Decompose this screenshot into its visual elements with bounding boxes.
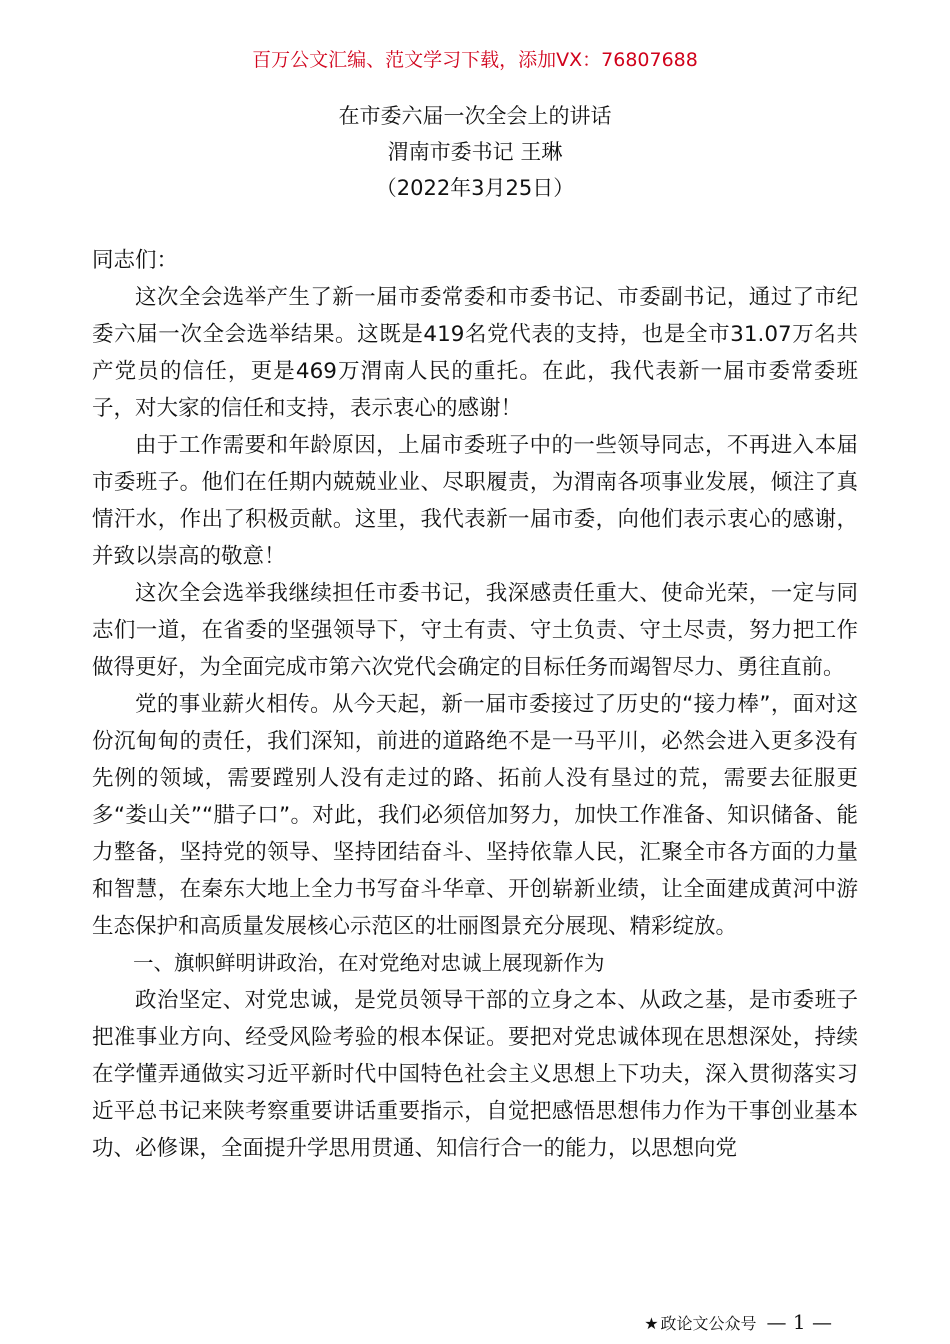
star-icon: ★	[644, 1314, 659, 1333]
paragraph-4: 党的事业薪火相传。从今天起，新一届市委接过了历史的“接力棒”，面对这份沉甸甸的责任，我们深知，前进的道路绝不是一马平川，必然会进入更多没有先例的领域，需要蹚别人没有走过的路、拓前人没有垦过的荒，需要去征服更多“娄山关”“腊子口”。对此，我们必须倍加努力，加快工作准备、知识储备、能力整备，坚持党的领导、坚持团结奋斗、坚持依靠人民，汇聚全市各方面的力量和智慧，在秦东大地上全力书写奋斗华章、开创崭新业绩，让全面建成黄河中游生态保护和高质量发展核心示范区的壮丽图景充分展现、精彩绽放。	[92, 692, 858, 939]
promo-banner: 百万公文汇编、范文学习下载，添加VX：76807688	[252, 49, 698, 71]
speech-date: （2022年3月25日）	[375, 176, 575, 200]
salutation: 同志们：	[92, 248, 179, 273]
document-header	[0, 98, 950, 206]
document-body	[92, 242, 858, 1167]
paragraph-3: 这次全会选举我继续担任市委书记，我深感责任重大、使命光荣，一定与同志们一道，在省委的坚强领导下，守土有责、守土负责、守土尽责，努力把工作做得更好，为全面完成市第六次党代会确定的目标任务而竭智尽力、勇往直前。	[92, 581, 858, 680]
page-number: — 1 —	[766, 1310, 832, 1334]
section-heading: 一、旗帜鲜明讲政治，在对党绝对忠诚上展现新作为	[133, 951, 605, 975]
footer-label: 政论文公众号	[660, 1314, 757, 1333]
paragraph-2: 由于工作需要和年龄原因，上届市委班子中的一些领导同志，不再进入本届市委班子。他们在任期内兢兢业业、尽职履责，为渭南各项事业发展，倾注了真情汗水，作出了积极贡献。这里，我代表新一届市委，向他们表示衷心的感谢，并致以崇高的敬意！	[92, 433, 858, 569]
paragraph-1: 这次全会选举产生了新一届市委常委和市委书记、市委副书记，通过了市纪委六届一次全会选举结果。这既是419名党代表的支持，也是全市31.07万名共产党员的信任，更是469万渭南人民的重托。在此，我代表新一届市委常委班子，对大家的信任和支持，表示衷心的感谢！	[92, 285, 858, 421]
speaker-line: 渭南市委书记 王琳	[387, 140, 563, 164]
page-footer	[644, 1309, 832, 1337]
section-paragraph: 政治坚定、对党忠诚，是党员领导干部的立身之本、从政之基，是市委班子把准事业方向、经受风险考验的根本保证。要把对党忠诚体现在思想深处，持续在学懂弄通做实习近平新时代中国特色社会主义思想上下功夫，深入贯彻落实习近平总书记来陕考察重要讲话重要指示，自觉把感悟思想伟力作为干事创业基本功、必修课，全面提升学思用贯通、知信行合一的能力，以思想向党	[92, 988, 858, 1161]
document-title: 在市委六届一次全会上的讲话	[338, 104, 612, 128]
